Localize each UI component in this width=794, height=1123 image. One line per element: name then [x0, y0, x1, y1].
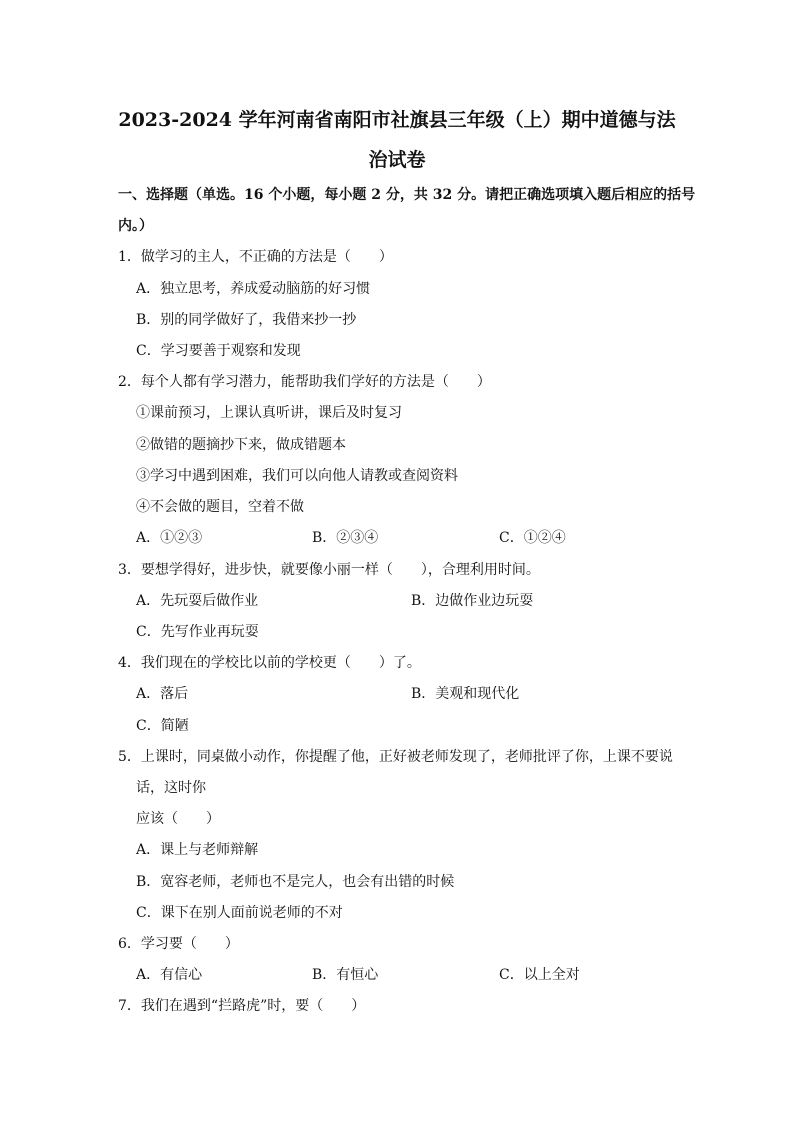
- question-1-option-b: B．别的同学做好了，我借来抄一抄: [136, 312, 357, 328]
- question-1-option-c: C．学习要善于观察和发现: [136, 343, 301, 359]
- question-6-option-a: A．有信心: [136, 967, 203, 983]
- question-3-stem: 3．要想学得好，进步快，就要像小丽一样（ ），合理利用时间。: [118, 562, 540, 578]
- question-4-option-a: A．落后: [136, 686, 189, 702]
- exam-title-line-1: 2023-2024 学年河南省南阳市社旗县三年级（上）期中道德与法: [118, 109, 676, 131]
- section-heading-line-1: 一、选择题（单选。16 个小题，每小题 2 分，共 32 分。请把正确选项填入题后相应的括号: [118, 187, 696, 203]
- question-5-stem-line-3: 应该（ ）: [136, 811, 220, 827]
- question-6-stem: 6．学习要（ ）: [118, 936, 239, 952]
- question-2-statement-4: ④不会做的题目，空着不做: [136, 499, 304, 515]
- question-5-stem-line-1: 5．上课时，同桌做小动作，你提醒了他，正好被老师发现了，老师批评了你，上课不要说: [118, 749, 673, 765]
- question-6-option-b: B．有恒心: [312, 967, 379, 983]
- question-2-statement-3: ③学习中遇到困难，我们可以向他人请教或查阅资料: [136, 468, 458, 484]
- exam-title-line-2: 治试卷: [368, 149, 426, 171]
- question-2-option-c: C．①②④: [499, 530, 566, 546]
- question-3-option-a: A．先玩耍后做作业: [136, 593, 259, 609]
- question-5-option-a: A．课上与老师辩解: [136, 842, 259, 858]
- question-3-option-c: C．先写作业再玩耍: [136, 624, 259, 640]
- question-1-option-a: A．独立思考，养成爱动脑筋的好习惯: [136, 281, 371, 297]
- question-2-option-b: B．②③④: [312, 530, 379, 546]
- section-heading-line-2: 内。）: [118, 218, 153, 234]
- question-4-stem: 4．我们现在的学校比以前的学校更（ ）了。: [118, 655, 421, 671]
- question-4-option-b: B．美观和现代化: [411, 686, 520, 702]
- question-3-option-b: B．边做作业边玩耍: [411, 593, 534, 609]
- question-7-stem: 7．我们在遇到“拦路虎”时，要（ ）: [118, 998, 366, 1014]
- question-5-stem-line-2: 话，这时你: [136, 780, 206, 796]
- question-1-stem: 1．做学习的主人，不正确的方法是（ ）: [118, 249, 393, 265]
- question-5-option-b: B．宽容老师，老师也不是完人，也会有出错的时候: [136, 874, 455, 890]
- question-2-option-a: A．①②③: [136, 530, 203, 546]
- question-6-option-c: C．以上全对: [499, 967, 580, 983]
- question-4-option-c: C．简陋: [136, 718, 189, 734]
- question-2-statement-1: ①课前预习，上课认真听讲，课后及时复习: [136, 405, 402, 421]
- question-2-statement-2: ②做错的题摘抄下来，做成错题本: [136, 437, 346, 453]
- question-2-stem: 2．每个人都有学习潜力，能帮助我们学好的方法是（ ）: [118, 374, 491, 390]
- question-5-option-c: C．课下在别人面前说老师的不对: [136, 905, 343, 921]
